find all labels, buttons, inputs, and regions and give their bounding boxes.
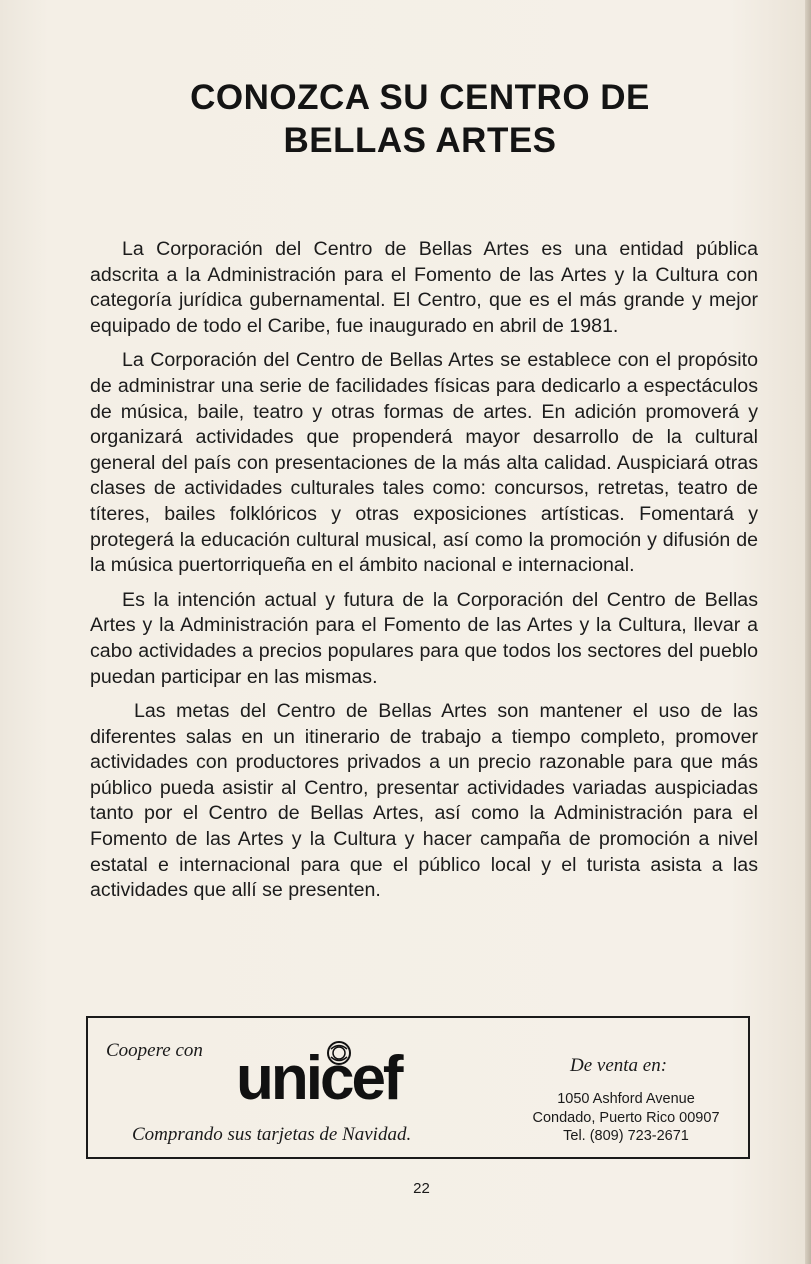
title-line-2: BELLAS ARTES — [283, 121, 557, 160]
ad-comprando-text: Comprando sus tarjetas de Navidad. — [132, 1124, 412, 1145]
paragraph-3: Es la intención actual y futura de la Corporación del Centro de Bellas Artes y la Administración para el Fomento de las Artes y la Cultura, llevar a cabo actividades a precios populares para que todos los sectores del pueblo puedan participar en las mismas. — [90, 588, 758, 688]
ad-coopere-text: Coopere con — [106, 1040, 203, 1061]
unicef-logo — [236, 1040, 476, 1113]
title-line-1: CONOZCA SU CENTRO DE — [190, 78, 650, 117]
phone-line: Tel. (809) 723-2671 — [563, 1128, 689, 1144]
ad-address-block — [516, 1090, 736, 1146]
page-edge — [805, 0, 811, 1264]
paragraph-4: Las metas del Centro de Bellas Artes son mantener el uso de las diferentes salas en un itinerario de trabajo a tiempo completo, promover actividades con productores privados a un precio razonable para que más público pueda asistir al Centro, presentar actividades variadas auspiciadas tanto por el Centro de Bellas Artes, así como la Administración para el Fomento de las Artes y la Cultura y hacer campaña de promoción a nivel estatal e internacional para que el público local y el turista asista a las actividades que allí se presenten. — [90, 700, 758, 902]
article-body — [90, 237, 758, 913]
address-line-2: Condado, Puerto Rico 00907 — [532, 1109, 720, 1126]
paragraph-1: La Corporación del Centro de Bellas Artes es una entidad pública adscrita a la Administración para el Fomento de las Artes y la Cultura con categoría jurídica gubernamental. El Centro, que es el más grande y mejor equipado de todo el Caribe, fue inaugurado en abril de 1981. — [90, 238, 758, 337]
unicef-logo-text: unicef — [236, 1044, 401, 1113]
address-line-1: 1050 Ashford Avenue — [557, 1091, 695, 1107]
page-number: 22 — [413, 1180, 430, 1197]
ad-de-venta-label: De venta en: — [570, 1055, 668, 1076]
page-title — [100, 76, 740, 162]
paragraph-2: La Corporación del Centro de Bellas Artes se establece con el propósito de administrar una serie de facilidades físicas para dedicarlo a espectáculos de música, baile, teatro y otras formas de artes. En adición promoverá y organizará actividades que propenderá mayor desarrollo de la cultural general del país con presentaciones de la más alta calidad. Auspiciará otras clases de actividades culturales tales como: concursos, retretas, teatro de títeres, bailes folklóricos y otras exposiciones artísticas. Fomentará y protegerá la educación cultural musical, así como la promoción y difusión de la música puertorriqueña en el ámbito nacional e internacional. — [90, 349, 758, 577]
